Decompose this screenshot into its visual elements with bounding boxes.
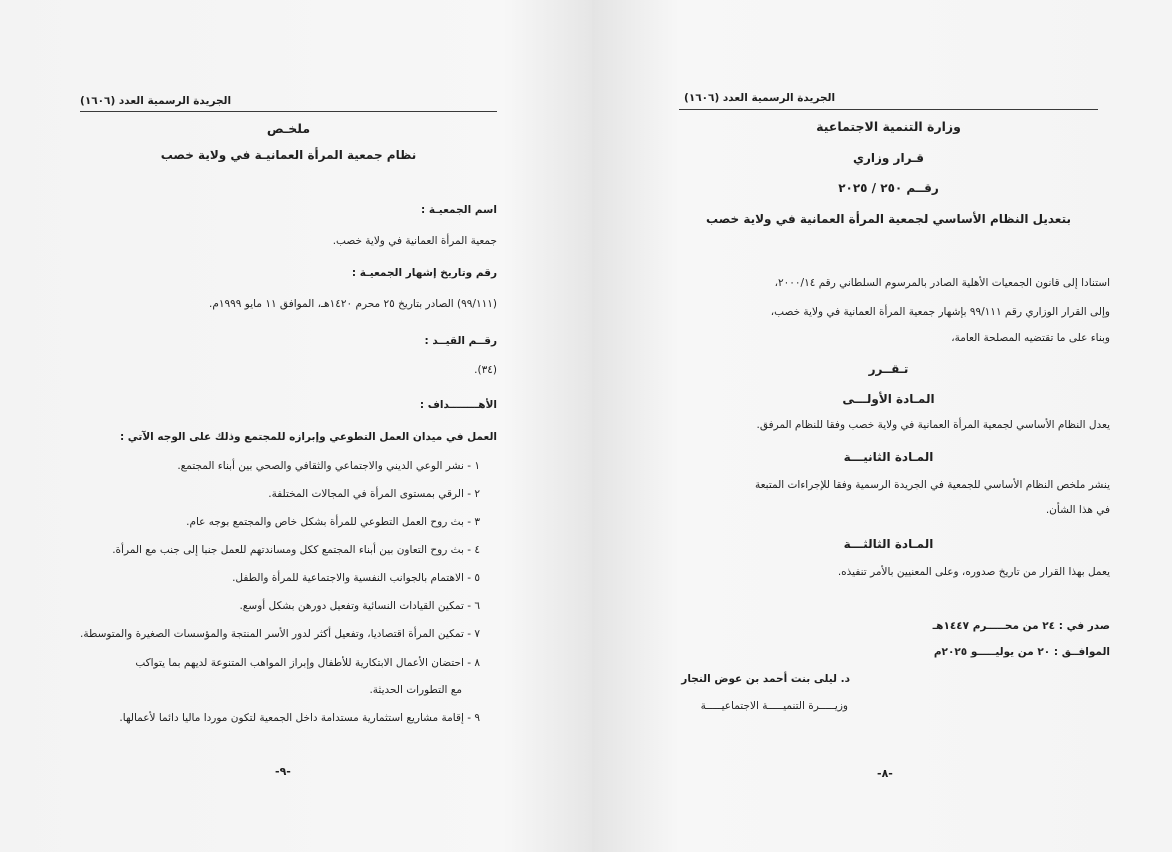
article-2-text: في هذا الشأن.: [1045, 504, 1110, 516]
summary-heading: ملخـص: [266, 121, 311, 136]
article-1-text: يعدل النظام الأساسي لجمعية المرأة العمانية في ولاية خصب وفقا للنظام المرفق.: [756, 419, 1110, 431]
signatory-title: وزيـــــرة التنميـــــة الاجتماعيـــــة: [700, 700, 848, 712]
goal-item: ٨ - احتضان الأعمال الابتكارية للأطفال وإبراز المواهب المتنوعة لديهم بما يتواكب: [135, 657, 480, 669]
preamble-line: وبناء على ما تقتضيه المصلحة العامة،: [951, 332, 1110, 344]
preamble-line: وإلى القرار الوزاري رقم ٩٩/١١١ بإشهار جمعية المرأة العمانية في ولاية خصب،: [770, 306, 1110, 318]
summary-title: نظام جمعية المرأة العمانيـة في ولاية خصب: [160, 148, 417, 162]
goals-label: الأهــــــــداف :: [419, 399, 497, 411]
goals-intro: العمل في ميدان العمل التطوعي وإبرازه للمجتمع وذلك على الوجه الآتي :: [119, 431, 497, 443]
goal-item: ٩ - إقامة مشاريع استثمارية مستدامة داخل الجمعية لتكون موردا ماليا دائما لأعمالها.: [119, 712, 480, 724]
page-number: -٩-: [275, 765, 291, 778]
header-rule: [80, 111, 497, 112]
decision-label: رقم وتاريخ إشهار الجمعيـة :: [351, 267, 497, 279]
article-2-title: المـادة الثانيـــة: [843, 450, 934, 464]
running-header: الجريدة الرسمية العدد (١٦٠٦): [80, 95, 232, 107]
article-1-title: المـادة الأولـــى: [842, 392, 935, 406]
page-right: [592, 0, 1172, 852]
page-number: -٨-: [877, 767, 893, 780]
registration-value: (٣٤).: [474, 364, 497, 376]
article-2-text: ينشر ملخص النظام الأساسي للجمعية في الجريدة الرسمية وفقا للإجراءات المتبعة: [754, 479, 1110, 491]
decision-title: بتعديل النظام الأساسي لجمعية المرأة العمانية في ولاية خصب: [705, 212, 1071, 226]
goal-item: ٦ - تمكين القيادات النسائية وتفعيل دورهن بشكل أوسع.: [239, 600, 480, 612]
decision-kind: قـرار وزاري: [852, 151, 924, 165]
article-3-text: يعمل بهذا القرار من تاريخ صدوره، وعلى المعنيين بالأمر تنفيذه.: [837, 566, 1110, 578]
goal-item: ١ - نشر الوعي الديني والاجتماعي والثقافي والصحي بين أبناء المجتمع.: [177, 460, 480, 472]
issued-hijri-date: صدر في : ٢٤ من محـــــرم ١٤٤٧هـ: [932, 620, 1110, 632]
name-value: جمعية المرأة العمانية في ولاية خصب.: [332, 235, 497, 247]
goal-item-continuation: مع التطورات الحديثة.: [369, 684, 462, 696]
registration-label: رقــم القيــد :: [424, 335, 497, 347]
goal-item: ٥ - الاهتمام بالجوانب النفسية والاجتماعية للمرأة والطفل.: [232, 572, 480, 584]
issued-gregorian-date: الموافــق : ٢٠ من يوليـــــو ٢٠٢٥م: [933, 646, 1110, 658]
article-3-title: المـادة الثالثـــة: [843, 537, 934, 551]
goal-item: ٤ - بث روح التعاون بين أبناء المجتمع ككل ومساندتهم للعمل جنبا إلى جنب مع المرأة.: [112, 544, 480, 556]
goal-item: ٧ - تمكين المرأة اقتصاديا، وتفعيل أكثر لدور الأسر المنتجة والمؤسسات الصغيرة والمتوسطة.: [80, 628, 480, 640]
decides-heading: تـقــرر: [868, 362, 909, 376]
header-rule: [679, 109, 1098, 110]
ministry-name: وزارة التنمية الاجتماعية: [816, 119, 961, 134]
signatory-name: د. ليلى بنت أحمد بن عوض النجار: [681, 673, 850, 685]
decision-value: (٩٩/١١١) الصادر بتاريخ ٢٥ محرم ١٤٢٠هـ، الموافق ١١ مايو ١٩٩٩م.: [209, 298, 497, 310]
running-header: الجريدة الرسمية العدد (١٦٠٦): [684, 92, 836, 104]
preamble-line: استنادا إلى قانون الجمعيات الأهلية الصادر بالمرسوم السلطاني رقم ٢٠٠٠/١٤،: [774, 277, 1110, 289]
goal-item: ٢ - الرقي بمستوى المرأة في المجالات المختلفة.: [268, 488, 480, 500]
goal-item: ٣ - بث روح العمل التطوعي للمرأة بشكل خاص والمجتمع بوجه عام.: [186, 516, 480, 528]
name-label: اسم الجمعيـة :: [421, 204, 497, 216]
decision-number: رقــم ٢٥٠ / ٢٠٢٥: [838, 181, 939, 195]
